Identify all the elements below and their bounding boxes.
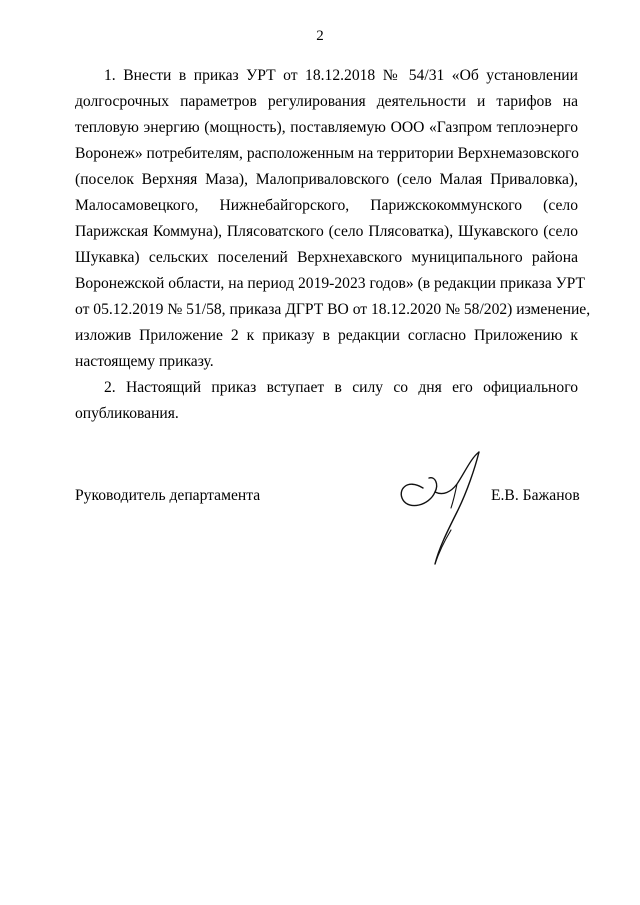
signatory-title: Руководитель департамента bbox=[75, 487, 261, 504]
paragraph-line: долгосрочных параметров регулирования деятельности и тарифов на bbox=[75, 93, 578, 110]
handwritten-signature bbox=[395, 448, 495, 578]
paragraph-line: 1. Внести в приказ УРТ от 18.12.2018 № 54/31 «Об установлении bbox=[104, 67, 578, 84]
paragraph-line: Воронежской области, на период 2019-2023 годов» (в редакции приказа УРТ bbox=[75, 275, 586, 292]
signatory-name: Е.В. Бажанов bbox=[491, 487, 580, 504]
paragraph-line: тепловую энергию (мощность), поставляемую ООО «Газпром теплоэнерго bbox=[75, 119, 578, 136]
paragraph-line: настоящему приказу. bbox=[75, 353, 214, 370]
paragraph-line: Малосамовецкого, Нижнебайгорского, Парижскокоммунского (село bbox=[75, 197, 578, 214]
paragraph-line: Воронеж» потребителям, расположенным на территории Верхнемазовского bbox=[75, 145, 579, 162]
paragraph-line: 2. Настоящий приказ вступает в силу со дня его официального bbox=[104, 379, 578, 396]
page-number: 2 bbox=[316, 28, 324, 44]
paragraph-line: от 05.12.2019 № 51/58, приказа ДГРТ ВО от 18.12.2020 № 58/202) изменение, bbox=[75, 301, 591, 318]
paragraph-line: изложив Приложение 2 к приказу в редакции согласно Приложению к bbox=[75, 327, 578, 344]
paragraph-line: (поселок Верхняя Маза), Малоприваловского (село Малая Приваловка), bbox=[75, 171, 578, 188]
paragraph-line: Парижская Коммуна), Плясоватского (село Плясоватка), Шукавского (село bbox=[75, 223, 578, 240]
paragraph-line: опубликования. bbox=[75, 405, 179, 422]
paragraph-line: Шукавка) сельских поселений Верхнехавского муниципального района bbox=[75, 249, 578, 266]
